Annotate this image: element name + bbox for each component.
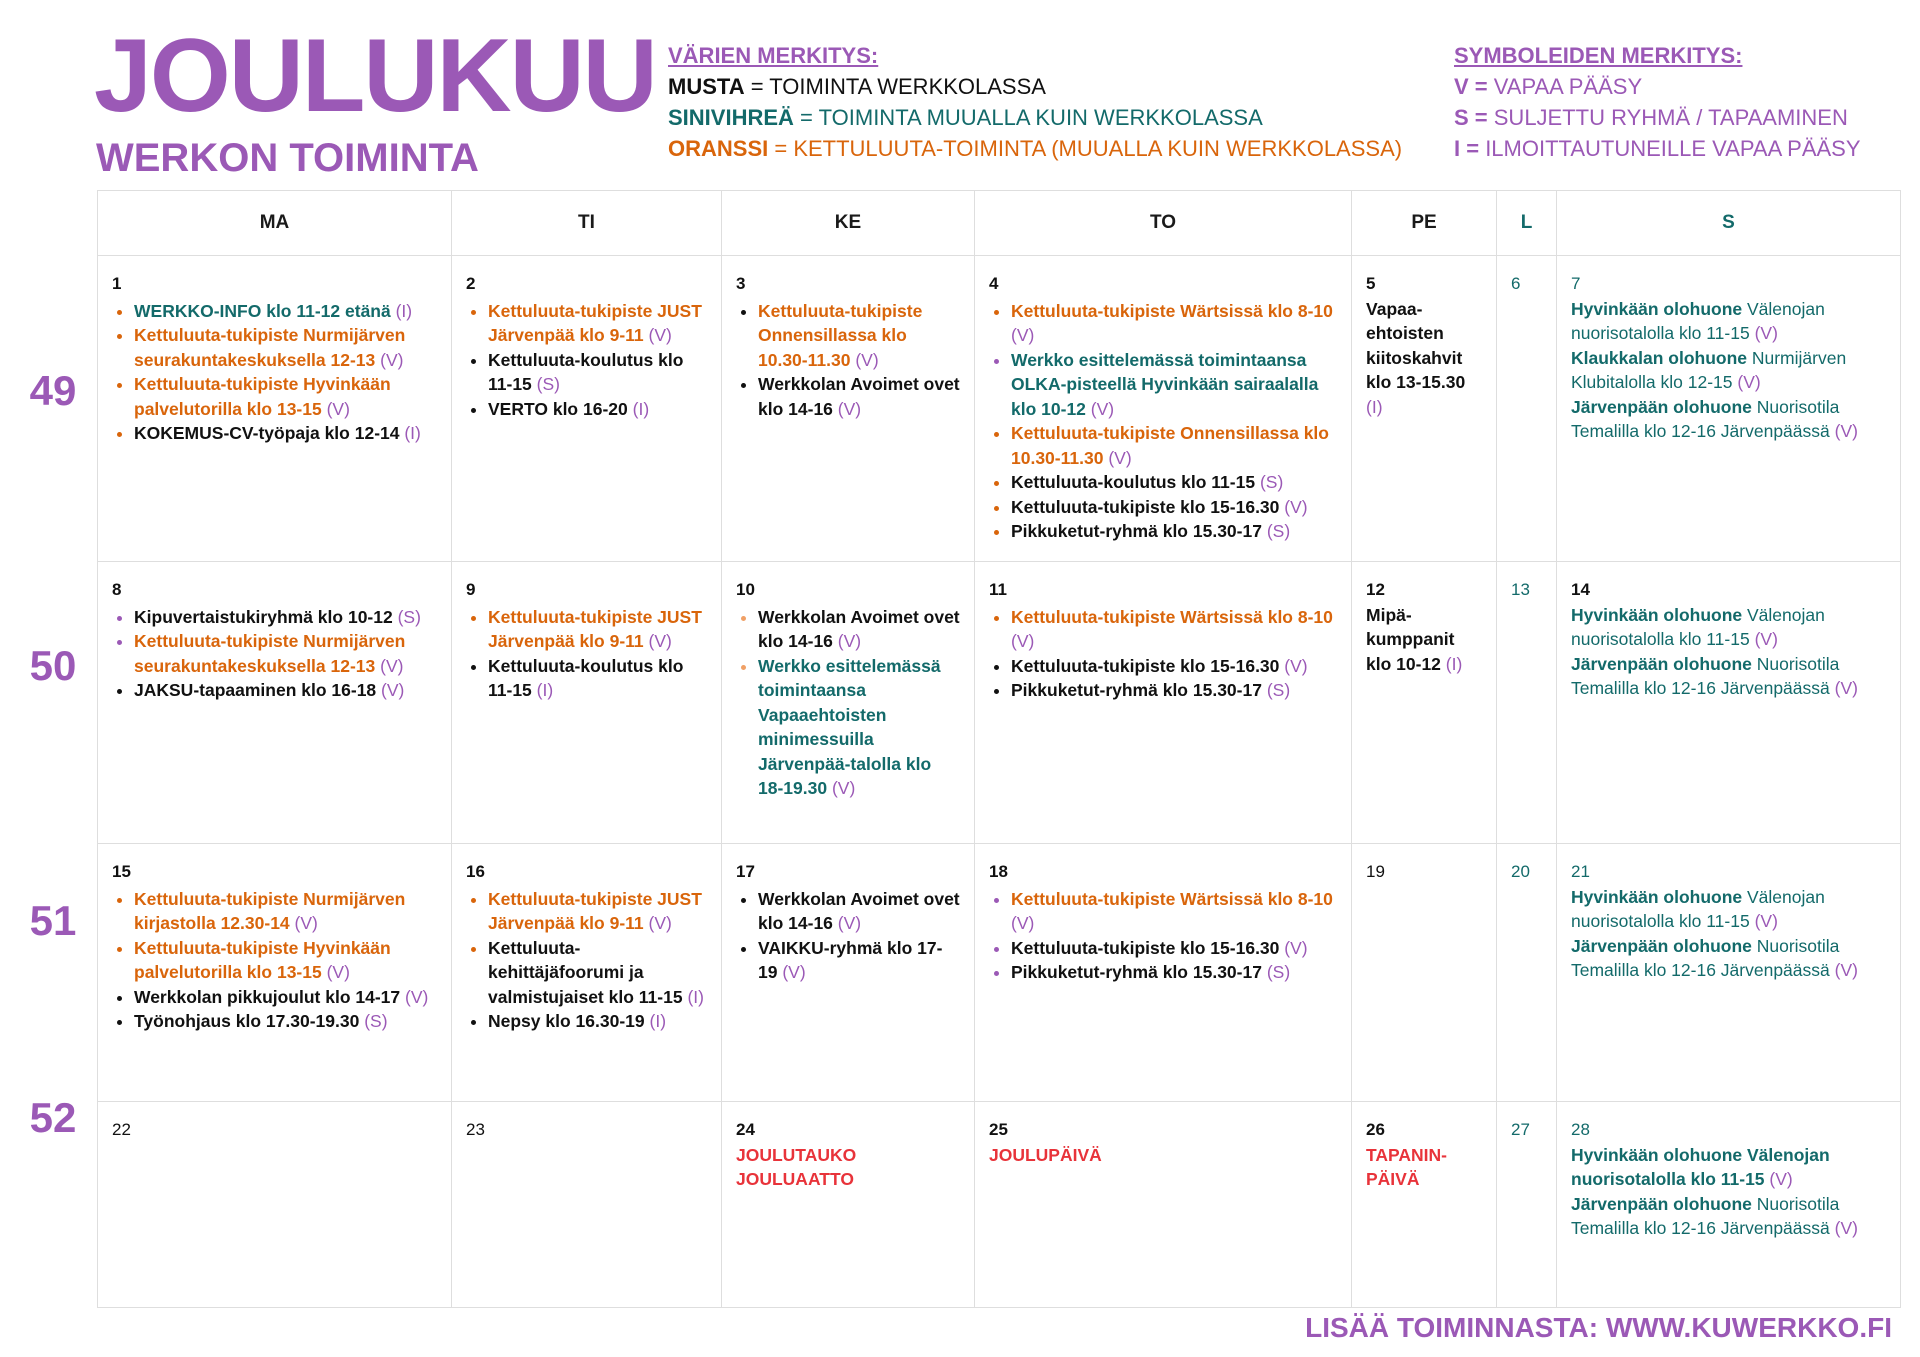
event-item xyxy=(134,605,437,630)
day-number: 2 xyxy=(466,274,476,293)
event-symbol: (V) xyxy=(1011,913,1035,933)
event-item xyxy=(134,678,437,703)
event-item xyxy=(758,605,960,654)
day-cell xyxy=(975,256,1352,562)
event-item xyxy=(134,372,437,421)
event-text: Pikkuketut-ryhmä klo 15.30-17 xyxy=(1011,962,1262,982)
week-number-52: 52 xyxy=(29,1094,77,1141)
event-detail: Nuorisotila Temalilla klo 12-16 Järvenpäässä xyxy=(1571,653,1840,698)
weekday-header-row xyxy=(98,191,1901,256)
event-text: Kettuluuta-tukipiste JUST Järvenpää klo 9-11 xyxy=(488,888,702,933)
day-number: 16 xyxy=(466,862,485,881)
header-s: S xyxy=(1557,191,1901,256)
event-item xyxy=(134,1009,437,1034)
day-cell xyxy=(1497,562,1557,844)
event-text: Kettuluuta-tukipiste Hyvinkään palvelutorilla klo 13-15 xyxy=(134,374,391,419)
event-place: Järvenpään olohuone xyxy=(1571,1193,1752,1214)
event-text: Kettuluuta-tukipiste Nurmijärven kirjastolla 12.30-14 xyxy=(134,888,406,933)
event-symbol: (V) xyxy=(1284,655,1308,676)
sunday-event xyxy=(1571,1143,1886,1192)
event-text: Kettuluuta-tukipiste Nurmijärven seurakuntakeskuksella 12-13 xyxy=(134,631,406,676)
event-text: Pikkuketut-ryhmä klo 15.30-17 xyxy=(1011,521,1262,541)
day-number: 25 xyxy=(989,1120,1008,1139)
day-number: 22 xyxy=(112,1120,131,1139)
day-cell xyxy=(722,844,975,1102)
legend-text: = TOIMINTA WERKKOLASSA xyxy=(744,74,1046,99)
event-detail: Välenojan nuorisotalolla klo 11-15 xyxy=(1571,604,1825,649)
event-item xyxy=(134,936,437,985)
event-item xyxy=(1011,960,1337,985)
event-item xyxy=(488,348,707,397)
day-number: 12 xyxy=(1366,580,1385,599)
event-item xyxy=(134,421,437,446)
day-number: 19 xyxy=(1366,862,1385,881)
event-item xyxy=(488,1009,707,1034)
event-symbol: (S) xyxy=(397,606,421,627)
event-symbol: (V) xyxy=(1090,398,1115,419)
sunday-event xyxy=(1571,297,1886,346)
legend-text: ILMOITTAUTUNEILLE VAPAA PÄÄSY xyxy=(1479,136,1861,161)
day-number: 13 xyxy=(1511,580,1530,599)
week-row-51 xyxy=(98,844,1901,1102)
legend-row-teal xyxy=(668,102,1402,133)
day-cell xyxy=(722,256,975,562)
event-text: Nepsy klo 16.30-19 xyxy=(488,1011,645,1031)
event-symbol: (V) xyxy=(326,398,350,419)
header-to: TO xyxy=(975,191,1352,256)
day-cell xyxy=(1557,844,1901,1102)
day-cell xyxy=(722,562,975,844)
event-place: Järvenpään olohuone xyxy=(1571,396,1752,417)
day-number: 27 xyxy=(1511,1120,1530,1139)
event-item xyxy=(488,654,707,703)
event-symbol: (V) xyxy=(1834,421,1858,441)
event-text: WERKKO-INFO klo 11-12 etänä xyxy=(134,300,391,321)
event-symbol: (I) xyxy=(632,398,650,419)
event-item xyxy=(134,299,437,324)
day-number: 4 xyxy=(989,274,999,293)
header-ma: MA xyxy=(98,191,452,256)
event-text: Kettuluuta-tukipiste Onnensillassa klo 10.30-11.30 xyxy=(758,300,923,370)
header-l: L xyxy=(1497,191,1557,256)
event-text: Kettuluuta-tukipiste JUST Järvenpää klo 9-11 xyxy=(488,300,702,345)
event-symbol: (V) xyxy=(405,986,429,1007)
event-text: KOKEMUS-CV-työpaja klo 12-14 xyxy=(134,423,400,443)
week-number-50: 50 xyxy=(29,642,77,689)
event-symbol: (I) xyxy=(536,680,554,700)
event-item xyxy=(1011,654,1337,679)
event-text: Kettuluuta-tukipiste Hyvinkään palvelutorilla klo 13-15 xyxy=(134,937,391,982)
event-text: Työnohjaus klo 17.30-19.30 xyxy=(134,1011,360,1031)
event-item xyxy=(488,397,707,422)
event-symbol: (V) xyxy=(380,349,404,370)
page-subtitle: WERKON TOIMINTA xyxy=(96,136,479,180)
sunday-event xyxy=(1571,603,1886,652)
event-symbol: (V) xyxy=(648,913,672,933)
event-text: Kettuluuta-tukipiste Nurmijärven seurakuntakeskuksella 12-13 xyxy=(134,325,406,370)
day-number: 14 xyxy=(1571,580,1590,599)
event-item xyxy=(1011,519,1337,544)
event-symbol: (I) xyxy=(687,986,704,1007)
legend-text: VAPAA PÄÄSY xyxy=(1487,74,1643,99)
event-item xyxy=(1011,605,1337,654)
symbol-legend-title: SYMBOLEIDEN MERKITYS: xyxy=(1454,43,1743,68)
event-text: Kettuluuta-tukipiste JUST Järvenpää klo 9-11 xyxy=(488,606,702,651)
sunday-event xyxy=(1571,395,1886,444)
event-symbol: (V) xyxy=(648,325,672,345)
event-item xyxy=(134,887,437,936)
legend-row-black xyxy=(668,71,1402,102)
footer-website-link[interactable]: LISÄÄ TOIMINNASTA: WWW.KUWERKKO.FI xyxy=(1305,1312,1892,1343)
day-number: 17 xyxy=(736,862,755,881)
event-place: Hyvinkään olohuone Välenojan nuorisotalolla klo 11-15 xyxy=(1571,1144,1830,1189)
event-item xyxy=(1011,887,1337,936)
event-detail: Välenojan nuorisotalolla klo 11-15 xyxy=(1571,886,1825,931)
event-symbol: (V) xyxy=(1284,937,1308,958)
day-cell xyxy=(1352,1102,1497,1308)
day-number: 20 xyxy=(1511,862,1530,881)
day-cell xyxy=(975,844,1352,1102)
event-item xyxy=(1011,470,1337,495)
color-legend-title: VÄRIEN MERKITYS: xyxy=(668,43,879,68)
day-number: 23 xyxy=(466,1120,485,1139)
day-cell xyxy=(1557,256,1901,562)
event-symbol: (V) xyxy=(855,349,879,370)
event-text: Kettuluuta-kehittäjäfoorumi ja valmistujaiset klo 11-15 xyxy=(488,937,683,1007)
day-number: 10 xyxy=(736,580,755,599)
event-symbol: (S) xyxy=(364,1011,388,1031)
event-item xyxy=(758,299,960,373)
event-symbol: (V) xyxy=(326,962,350,982)
day-cell xyxy=(1352,844,1497,1102)
day-cell xyxy=(452,844,722,1102)
event-item xyxy=(1011,348,1337,422)
event-place: Järvenpään olohuone xyxy=(1571,935,1752,956)
event-symbol: (V) xyxy=(1108,447,1132,468)
event-item xyxy=(134,985,437,1010)
event-symbol: (V) xyxy=(1737,372,1761,392)
event-item xyxy=(1011,495,1337,520)
sunday-event xyxy=(1571,346,1886,395)
event-item xyxy=(488,605,707,654)
day-cell xyxy=(975,562,1352,844)
day-number: 18 xyxy=(989,862,1008,881)
legend-key: V = xyxy=(1454,74,1488,99)
event-text: Pikkuketut-ryhmä klo 15.30-17 xyxy=(1011,680,1262,700)
event-symbol: (V) xyxy=(294,913,318,933)
holiday-label: JOULUTAUKO xyxy=(736,1144,857,1165)
header-ke: KE xyxy=(722,191,975,256)
event-text: VAIKKU-ryhmä klo 17-19 xyxy=(758,937,943,982)
symbol-legend xyxy=(1454,40,1861,164)
legend-key: MUSTA xyxy=(668,74,745,99)
day-cell xyxy=(1497,256,1557,562)
day-cell xyxy=(1497,844,1557,1102)
event-text: Werkkolan Avoimet ovet klo 14-16 xyxy=(758,374,960,419)
event-symbol: (S) xyxy=(536,374,560,394)
event-symbol: (V) xyxy=(1834,960,1858,980)
event-symbol: (V) xyxy=(831,778,856,798)
week-row-52 xyxy=(98,1102,1901,1308)
event-text: Kettuluuta-tukipiste klo 15-16.30 xyxy=(1011,496,1280,517)
day-number: 21 xyxy=(1571,862,1590,881)
event-text: JAKSU-tapaaminen klo 16-18 xyxy=(134,680,377,700)
day-cell xyxy=(1497,1102,1557,1308)
event-symbol: (I) xyxy=(404,423,421,443)
event-item xyxy=(134,323,437,372)
day-cell xyxy=(98,562,452,844)
event-item xyxy=(1011,299,1337,348)
sunday-event xyxy=(1571,934,1886,983)
legend-row-v xyxy=(1454,71,1861,102)
legend-key: S = xyxy=(1454,105,1488,130)
page-title: JOULUKUU xyxy=(94,18,656,134)
legend-text: = TOIMINTA MUUALLA KUIN WERKKOLASSA xyxy=(793,105,1263,130)
event-text: Vapaa-ehtoisten kiitoskahvit klo 13-15.30 xyxy=(1366,298,1466,392)
event-place: Järvenpään olohuone xyxy=(1571,653,1752,674)
event-symbol: (V) xyxy=(837,631,862,651)
event-symbol: (V) xyxy=(1011,631,1035,651)
header-ti: TI xyxy=(452,191,722,256)
day-number: 7 xyxy=(1571,274,1581,293)
event-text: Werkko esittelemässä toimintaansa OLKA-pisteellä Hyvinkään sairaalalla klo 10-12 xyxy=(1011,349,1319,419)
event-symbol: (V) xyxy=(1754,911,1778,931)
event-symbol: (I) xyxy=(395,300,413,321)
legend-row-s xyxy=(1454,102,1861,133)
event-place: Klaukkalan olohuone xyxy=(1571,347,1747,368)
event-text: Kettuluuta-tukipiste Wärtsissä klo 8-10 xyxy=(1011,888,1333,909)
event-symbol: (V) xyxy=(648,631,672,651)
event-symbol: (V) xyxy=(837,913,862,933)
event-detail: Nuorisotila Temalilla klo 12-16 Järvenpäässä xyxy=(1571,396,1840,441)
day-number: 5 xyxy=(1366,274,1376,293)
event-item xyxy=(134,629,437,678)
event-text: Kettuluuta-koulutus klo 11-15 xyxy=(1011,472,1256,492)
sunday-event xyxy=(1571,652,1886,701)
event-symbol: (I) xyxy=(1445,653,1463,674)
event-symbol: (V) xyxy=(837,398,862,419)
day-cell xyxy=(452,1102,722,1308)
day-number: 1 xyxy=(112,274,122,293)
day-number: 8 xyxy=(112,580,122,599)
event-symbol: (S) xyxy=(1266,521,1291,541)
event-item xyxy=(758,372,960,421)
event-symbol: (S) xyxy=(1266,680,1291,700)
event-item xyxy=(758,936,960,985)
event-detail: Nurmijärven Klubitalolla klo 12-15 xyxy=(1571,347,1847,392)
day-cell xyxy=(975,1102,1352,1308)
day-cell xyxy=(1557,562,1901,844)
event-item xyxy=(1011,421,1337,470)
event-symbol: (V) xyxy=(1769,1169,1793,1189)
day-number: 15 xyxy=(112,862,131,881)
day-cell xyxy=(452,256,722,562)
day-cell xyxy=(722,1102,975,1308)
week-number-51: 51 xyxy=(29,897,77,944)
day-number: 6 xyxy=(1511,274,1521,293)
event-item xyxy=(1011,936,1337,961)
event-place: Hyvinkään olohuone xyxy=(1571,886,1743,907)
event-symbol: (V) xyxy=(1834,1218,1858,1238)
week-number-49: 49 xyxy=(29,367,77,414)
event-detail: Välenojan nuorisotalolla klo 11-15 xyxy=(1571,298,1825,343)
event-text: Kipuvertaistukiryhmä klo 10-12 xyxy=(134,606,393,627)
week-row-50 xyxy=(98,562,1901,844)
event-text xyxy=(1366,603,1482,677)
event-symbol: (V) xyxy=(1284,496,1308,517)
event-symbol: (V) xyxy=(380,655,404,676)
event-text: Kettuluuta-tukipiste klo 15-16.30 xyxy=(1011,655,1280,676)
holiday-label: TAPANIN-PÄIVÄ xyxy=(1366,1144,1448,1189)
legend-key: SINIVIHREÄ xyxy=(668,105,794,130)
event-text: Kettuluuta-koulutus klo 11-15 xyxy=(488,349,684,394)
day-number: 9 xyxy=(466,580,476,599)
event-place: Hyvinkään olohuone xyxy=(1571,298,1743,319)
legend-text: SULJETTU RYHMÄ / TAPAAMINEN xyxy=(1487,105,1848,130)
legend-key: I = xyxy=(1454,136,1480,161)
event-text: Kettuluuta-koulutus klo 11-15 xyxy=(488,655,684,700)
event-symbol: (I) xyxy=(649,1011,667,1031)
event-text: Kettuluuta-tukipiste Onnensillassa klo 10.30-11.30 xyxy=(1011,423,1329,468)
event-detail: Nuorisotila Temalilla klo 12-16 Järvenpäässä xyxy=(1571,1193,1840,1238)
event-symbol: (V) xyxy=(782,962,806,982)
event-label: Mipä-kumppanit klo 10-12 xyxy=(1366,604,1455,674)
sunday-event xyxy=(1571,1192,1886,1241)
day-number: 28 xyxy=(1571,1120,1590,1139)
event-symbol: (V) xyxy=(1011,325,1035,345)
event-text: Werkkolan pikkujoulut klo 14-17 xyxy=(134,986,401,1007)
week-row-49 xyxy=(98,256,1901,562)
day-cell xyxy=(98,256,452,562)
day-cell xyxy=(452,562,722,844)
event-symbol: (V) xyxy=(1754,323,1778,343)
day-cell xyxy=(1352,562,1497,844)
event-symbol: (V) xyxy=(1834,678,1858,698)
calendar-grid xyxy=(97,190,1901,1308)
legend-key: ORANSSI xyxy=(668,136,769,161)
event-item xyxy=(758,654,960,801)
event-symbol: (V) xyxy=(381,680,405,700)
event-text: Werkkolan Avoimet ovet klo 14-16 xyxy=(758,606,960,651)
day-cell xyxy=(1352,256,1497,562)
day-cell xyxy=(1557,1102,1901,1308)
event-detail: Nuorisotila Temalilla klo 12-16 Järvenpäässä xyxy=(1571,935,1840,980)
event-text: Kettuluuta-tukipiste Wärtsissä klo 8-10 xyxy=(1011,606,1333,627)
legend-row-orange xyxy=(668,133,1402,164)
event-place: Hyvinkään olohuone xyxy=(1571,604,1743,625)
event-text: Kettuluuta-tukipiste klo 15-16.30 xyxy=(1011,937,1280,958)
event-symbol: (V) xyxy=(1754,629,1778,649)
day-number: 26 xyxy=(1366,1120,1385,1139)
event-item xyxy=(1011,678,1337,703)
day-cell xyxy=(98,844,452,1102)
event-text: Werkko esittelemässä toimintaansa Vapaaehtoisten minimessuilla Järvenpää-talolla klo 18-19.30 xyxy=(758,655,941,798)
event-text: Kettuluuta-tukipiste Wärtsissä klo 8-10 xyxy=(1011,300,1333,321)
event-symbol: (S) xyxy=(1266,962,1291,982)
event-symbol: (I) xyxy=(1366,396,1383,417)
header-pe: PE xyxy=(1352,191,1497,256)
legend-text: = KETTULUUTA-TOIMINTA (MUUALLA KUIN WERKKOLASSA) xyxy=(768,136,1403,161)
day-number: 24 xyxy=(736,1120,755,1139)
event-item xyxy=(488,887,707,936)
event-item xyxy=(488,299,707,348)
holiday-label: JOULUAATTO xyxy=(736,1169,854,1189)
event-symbol: (S) xyxy=(1259,472,1284,492)
day-number: 3 xyxy=(736,274,746,293)
event-item xyxy=(488,936,707,1010)
color-legend xyxy=(668,40,1402,164)
sunday-event xyxy=(1571,885,1886,934)
event-text: Werkkolan Avoimet ovet klo 14-16 xyxy=(758,888,960,933)
day-number: 11 xyxy=(989,580,1007,599)
day-cell xyxy=(98,1102,452,1308)
holiday-label: JOULUPÄIVÄ xyxy=(989,1144,1102,1165)
event-item xyxy=(758,887,960,936)
legend-row-i xyxy=(1454,133,1861,164)
event-text: VERTO klo 16-20 xyxy=(488,398,628,419)
